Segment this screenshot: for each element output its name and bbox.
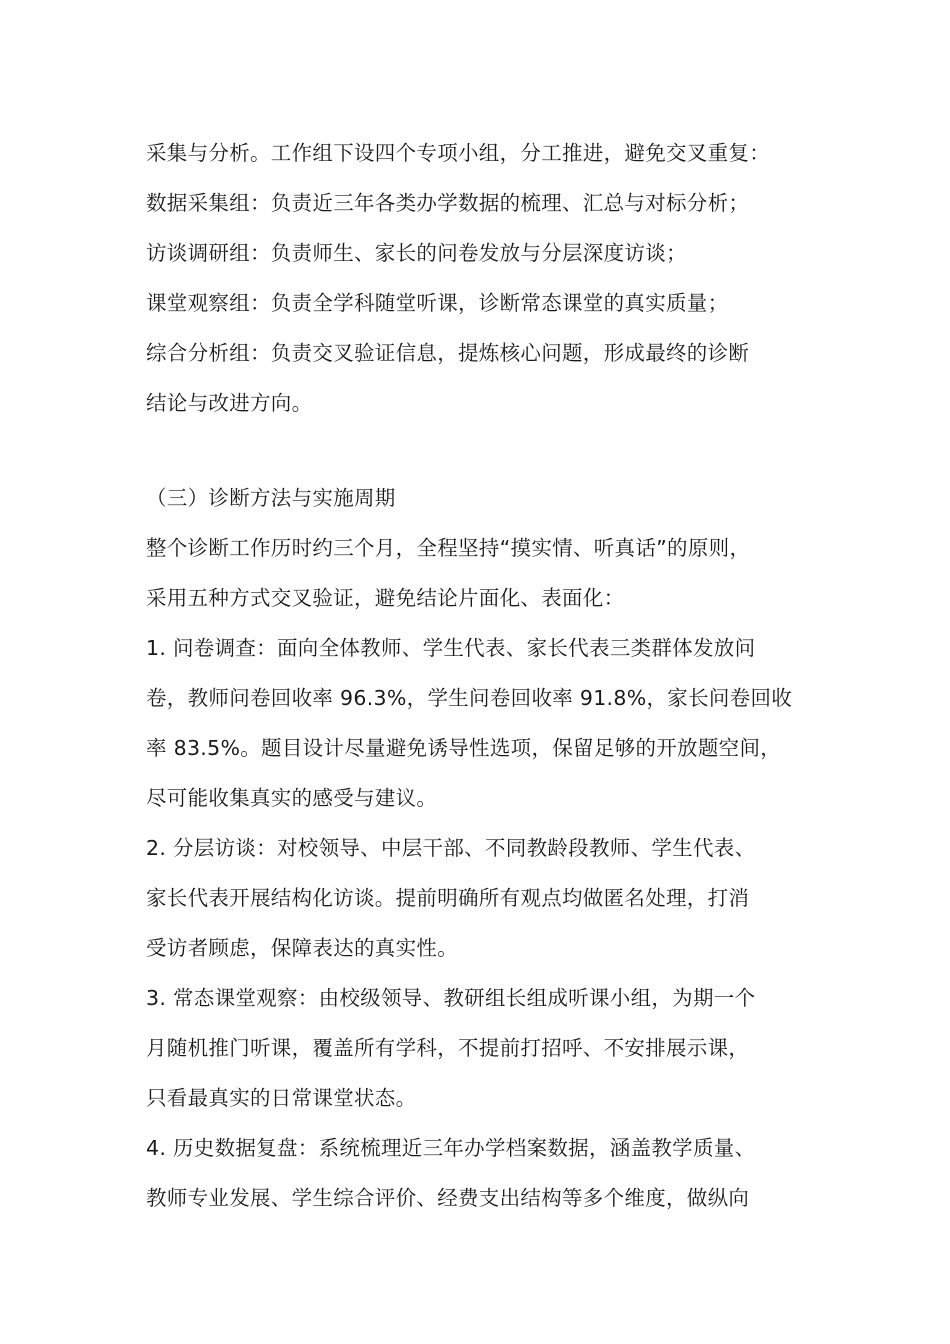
text-line: 卷，教师问卷回收率 96.3%，学生问卷回收率 91.8%，家长问卷回收 — [146, 686, 793, 710]
text-line: 1. 问卷调查：面向全体教师、学生代表、家长代表三类群体发放问 — [146, 636, 756, 660]
list-item-interview — [146, 823, 826, 973]
method-section — [146, 473, 826, 1223]
paragraph-gap — [146, 428, 826, 473]
text-line: 只看最真实的日常课堂状态。 — [146, 1086, 417, 1110]
text-line: 月随机推门听课，覆盖所有学科，不提前打招呼、不安排展示课， — [146, 1036, 750, 1060]
text-line: 访谈调研组：负责师生、家长的问卷发放与分层深度访谈； — [146, 241, 687, 265]
list-item-questionnaire — [146, 623, 826, 823]
text-line: 课堂观察组：负责全学科随堂听课，诊断常态课堂的真实质量； — [146, 291, 729, 315]
list-item-data-review — [146, 1123, 826, 1223]
section-heading: （三）诊断方法与实施周期 — [146, 486, 396, 510]
text-line: 3. 常态课堂观察：由校级领导、教研组长组成听课小组，为期一个 — [146, 986, 756, 1010]
text-line: 结论与改进方向。 — [146, 391, 313, 415]
text-line: 尽可能收集真实的感受与建议。 — [146, 786, 438, 810]
text-line: 率 83.5%。题目设计尽量避免诱导性选项，保留足够的开放题空间， — [146, 736, 782, 760]
text-line: 4. 历史数据复盘：系统梳理近三年办学档案数据，涵盖教学质量、 — [146, 1136, 756, 1160]
text-line: 受访者顾虑，保障表达的真实性。 — [146, 936, 458, 960]
text-line: 教师专业发展、学生综合评价、经费支出结构等多个维度，做纵向 — [146, 1186, 750, 1210]
text-line: 采用五种方式交叉验证，避免结论片面化、表面化： — [146, 586, 625, 610]
document-body — [146, 128, 826, 1223]
text-line: 采集与分析。工作组下设四个专项小组，分工推进，避免交叉重复： — [146, 141, 770, 165]
text-line: 2. 分层访谈：对校领导、中层干部、不同教龄段教师、学生代表、 — [146, 836, 756, 860]
text-line: 整个诊断工作历时约三个月，全程坚持“摸实情、听真话”的原则， — [146, 536, 751, 560]
list-item-classroom-observation — [146, 973, 826, 1123]
text-line: 综合分析组：负责交叉验证信息，提炼核心问题，形成最终的诊断 — [146, 341, 750, 365]
text-line: 家长代表开展结构化访谈。提前明确所有观点均做匿名处理，打消 — [146, 886, 750, 910]
work-group-section — [146, 128, 826, 428]
text-line: 数据采集组：负责近三年各类办学数据的梳理、汇总与对标分析； — [146, 191, 750, 215]
